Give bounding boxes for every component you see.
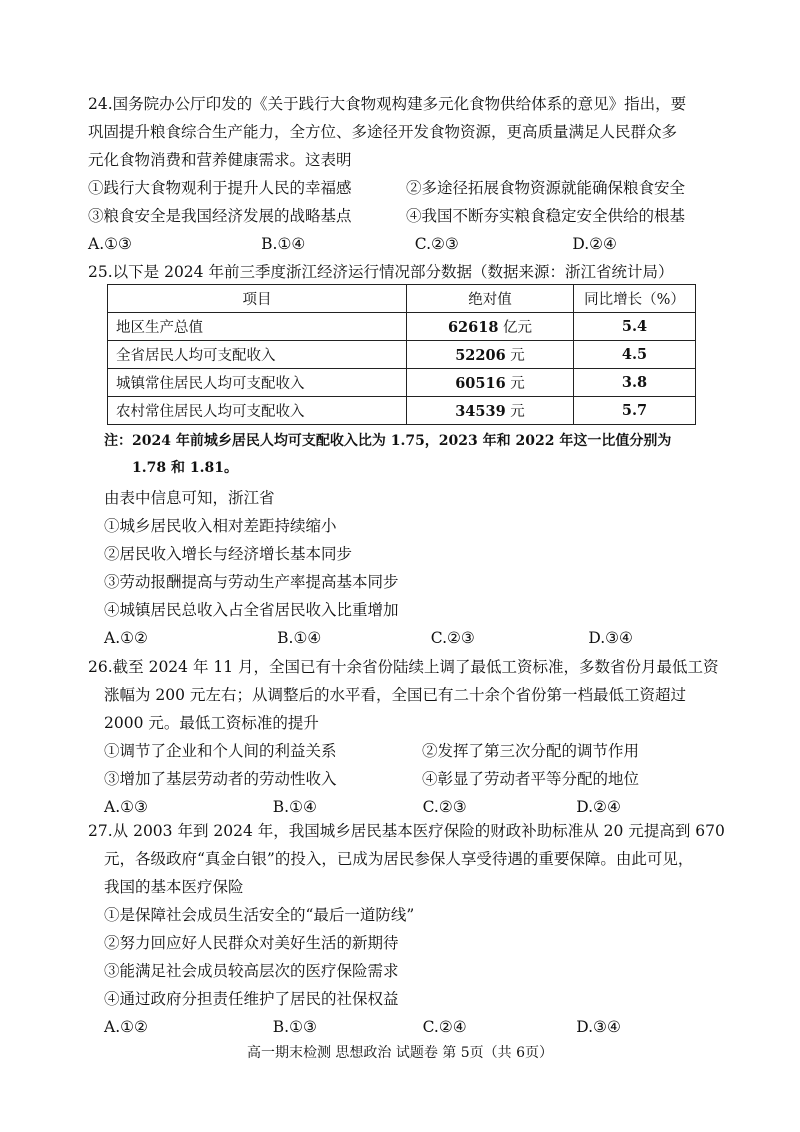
q26-items-row-1 [88, 737, 728, 765]
value-number: 60516 [455, 375, 506, 392]
q26-item-2: ②发挥了第三次分配的调节作用 [422, 742, 640, 760]
table-cell-growth: 5.7 [574, 397, 696, 425]
value-number: 62618 [447, 319, 499, 336]
q27-item-1: ①是保障社会成员生活安全的“最后一道防线” [104, 906, 415, 924]
q27-stem-line-3: 我国的基本医疗保险 [104, 878, 244, 896]
table-cell-growth: 3.8 [574, 369, 696, 397]
q27-option-c: C.②④ [422, 1018, 467, 1036]
question-25-stem [88, 258, 728, 286]
table-cell-item: 农村常住居民人均可支配收入 [108, 397, 407, 425]
q24-item-4: ④我国不断夯实粮食稳定安全供给的根基 [406, 207, 686, 225]
q25-item-1: ①城乡居民收入相对差距持续缩小 [104, 517, 337, 535]
table-header-item: 项目 [108, 285, 407, 313]
q26-option-c: C.②③ [422, 798, 467, 816]
q27-option-b: B.①③ [272, 1018, 317, 1036]
q25-item-3: ③劳动报酬提高与劳动生产率提高基本同步 [104, 573, 399, 591]
q25-data-table [107, 284, 696, 425]
q25-lead: 由表中信息可知，浙江省 [104, 489, 275, 507]
table-cell-item: 城镇常住居民人均可支配收入 [108, 369, 407, 397]
value-number: 52206 [455, 347, 506, 364]
q25-option-a: A.①② [104, 629, 148, 647]
q24-stem-line-2: 巩固提升粮食综合生产能力，全方位、多途径开发食物资源，更高质量满足人民群众多 [88, 123, 678, 141]
q24-option-b: B.①④ [261, 235, 306, 253]
table-row [108, 397, 696, 425]
question-24 [88, 90, 728, 258]
q27-option-a: A.①② [104, 1018, 148, 1036]
table-row [108, 313, 696, 341]
q24-item-1: ①践行大食物观利于提升人民的幸福感 [88, 179, 352, 197]
q25-item-4: ④城镇居民总收入占全省居民收入比重增加 [104, 601, 399, 619]
q25-option-b: B.①④ [277, 629, 322, 647]
q25-body [104, 484, 744, 652]
table-cell-value [407, 369, 574, 397]
table-header-growth: 同比增长（%） [574, 285, 696, 313]
table-header-value: 绝对值 [407, 285, 574, 313]
q26-option-a: A.①③ [104, 798, 148, 816]
q24-stem-line-1: 24.国务院办公厅印发的《关于践行大食物观构建多元化食物供给体系的意见》指出，要 [88, 95, 687, 113]
table-cell-growth: 4.5 [574, 341, 696, 369]
q27-stem-line-2: 元，各级政府“真金白银”的投入，已成为居民参保人享受待遇的重要保障。由此可见， [104, 850, 694, 868]
q27-option-d: D.③④ [576, 1018, 621, 1036]
question-26 [88, 653, 728, 821]
value-unit: 元 [505, 404, 525, 420]
q26-item-3: ③增加了基层劳动者的劳动性收入 [104, 770, 337, 788]
table-cell-value [407, 341, 574, 369]
q25-item-2: ②居民收入增长与经济增长基本同步 [104, 545, 353, 563]
q25-option-d: D.③④ [588, 629, 633, 647]
q24-option-a: A.①③ [88, 235, 132, 253]
q27-stem-line-1: 27.从 2003 年到 2024 年，我国城乡居民基本医疗保险的财政补助标准从 20 元提高到 670 [88, 822, 725, 840]
q25-options [104, 624, 744, 652]
value-unit: 元 [505, 376, 525, 392]
q24-item-2: ②多途径拓展食物资源就能确保粮食安全 [406, 179, 686, 197]
q27-options [88, 1013, 728, 1041]
q25-stem: 25.以下是 2024 年前三季度浙江经济运行情况部分数据（数据来源：浙江省统计局） [88, 263, 674, 281]
q24-option-d: D.②④ [572, 235, 617, 253]
q24-stem-line-3: 元化食物消费和营养健康需求。这表明 [88, 151, 352, 169]
q25-option-c: C.②③ [430, 629, 475, 647]
q26-option-d: D.②④ [576, 798, 621, 816]
q27-item-4: ④通过政府分担责任维护了居民的社保权益 [104, 990, 399, 1008]
table-cell-item: 全省居民人均可支配收入 [108, 341, 407, 369]
value-unit: 元 [505, 348, 525, 364]
q26-items-row-2 [88, 765, 728, 793]
q27-item-2: ②努力回应好人民群众对美好生活的新期待 [104, 934, 399, 952]
q24-item-3: ③粮食安全是我国经济发展的战略基点 [88, 207, 352, 225]
q25-note [104, 428, 744, 482]
q25-note-line-1: 注：2024 年前城乡居民人均可支配收入比为 1.75，2023 年和 2022 年这一比值分别为 [104, 433, 672, 449]
table-row [108, 369, 696, 397]
q24-option-c: C.②③ [414, 235, 459, 253]
q24-items-row-1 [88, 174, 728, 202]
table-cell-item: 地区生产总值 [108, 313, 407, 341]
q26-option-b: B.①④ [272, 798, 317, 816]
q26-item-1: ①调节了企业和个人间的利益关系 [104, 742, 337, 760]
q27-item-3: ③能满足社会成员较高层次的医疗保险需求 [104, 962, 399, 980]
table-cell-value [407, 313, 574, 341]
q26-item-4: ④彰显了劳动者平等分配的地位 [422, 770, 640, 788]
q24-items-row-2 [88, 202, 728, 230]
q25-note-line-2: 1.78 和 1.81。 [132, 460, 238, 476]
table-header-row [108, 285, 696, 313]
page-footer: 高一期末检测 思想政治 试题卷 第 5页（共 6页） [246, 1045, 554, 1061]
q24-options [88, 230, 728, 258]
value-number: 34539 [455, 403, 506, 420]
q26-stem-line-1: 26.截至 2024 年 11 月，全国已有十余省份陆续上调了最低工资标准，多数省份月最低工资 [88, 658, 719, 676]
table-cell-value [407, 397, 574, 425]
question-27 [88, 817, 728, 1041]
q26-stem-line-2: 涨幅为 200 元左右；从调整后的水平看，全国已有二十余个省份第一档最低工资超过 [104, 686, 686, 704]
table-row [108, 341, 696, 369]
q26-stem-line-3: 2000 元。最低工资标准的提升 [104, 714, 319, 732]
table-cell-growth: 5.4 [574, 313, 696, 341]
value-unit: 亿元 [498, 320, 533, 336]
